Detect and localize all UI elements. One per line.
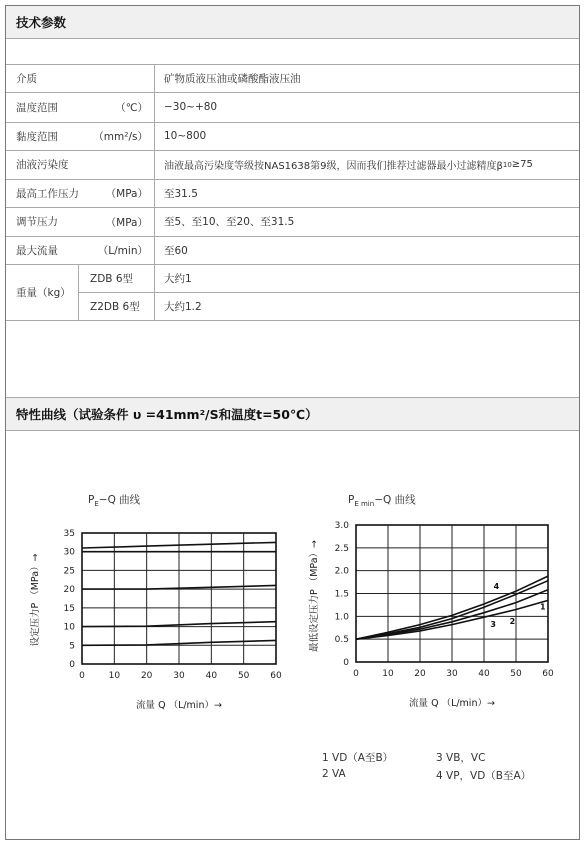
y-tick-label: 10 <box>63 622 75 633</box>
y-tick-label: 20 <box>63 585 75 596</box>
contamination-text: 油液最高污染度等级按NAS1638第9级，因而我们推荐过滤器最小过滤精度β <box>164 161 503 172</box>
y-tick-label: 0.5 <box>334 635 349 646</box>
param-label-max-flow: 最大流量 <box>16 244 58 257</box>
y-tick-label: 15 <box>63 603 75 614</box>
x-tick-label: 60 <box>270 671 282 681</box>
x-axis-label: 流量 Q （L/min）→ <box>136 700 222 711</box>
param-value-max-flow: 至60 <box>164 244 188 257</box>
legend-item-3: 3 VB，VC <box>436 752 486 764</box>
param-value-medium: 矿物质液压油或磷酸酯液压油 <box>164 72 301 85</box>
param-label-contamination: 油液污染度 <box>16 159 69 171</box>
tech-params-title: 技术参数 <box>16 15 67 30</box>
x-tick-label: 40 <box>478 669 490 679</box>
contamination-threshold: ≥75 <box>511 159 533 170</box>
x-tick-label: 10 <box>382 669 394 679</box>
param-value-temp: −30~+80 <box>164 101 218 113</box>
y-tick-label: 5 <box>69 641 75 652</box>
param-unit-max-flow: （L/min） <box>97 245 148 257</box>
curve-label-1: 1 <box>540 602 546 612</box>
x-tick-label: 20 <box>414 669 426 679</box>
legend-item-4: 4 VP，VD（B至A） <box>436 770 532 782</box>
param-value-adj-pressure: 至5、至10、至20、至31.5 <box>164 216 295 228</box>
x-tick-label: 0 <box>353 669 359 679</box>
x-tick-label: 0 <box>79 671 85 681</box>
weight-model-zdb6: ZDB 6型 <box>90 272 133 285</box>
param-label-max-pressure: 最高工作压力 <box>16 187 79 200</box>
chart1-title-main: P <box>88 494 95 506</box>
legend-item-1: 1 VD（A至B） <box>322 752 394 764</box>
param-unit-temp: （℃） <box>115 102 148 114</box>
x-tick-label: 40 <box>205 671 218 681</box>
curve-label-2: 2 <box>509 617 516 627</box>
curve-label-4: 4 <box>493 581 500 591</box>
param-label-viscosity: 黏度范围 <box>16 130 58 143</box>
y-tick-label: 35 <box>63 529 75 539</box>
y-axis-label: 最低设定压力P （MPa）→ <box>309 539 320 653</box>
x-tick-label: 50 <box>510 669 522 679</box>
param-label-weight: 重量（kg） <box>16 286 71 299</box>
param-unit-adj-pressure: （MPa） <box>105 217 148 229</box>
legend-item-2: 2 VA <box>322 768 346 780</box>
x-axis-label: 流量 Q （L/min）→ <box>409 698 495 709</box>
x-tick-label: 20 <box>140 671 153 681</box>
characteristics-title: 特性曲线（试验条件 υ =41mm²/S和温度t=50℃） <box>16 407 318 422</box>
x-tick-label: 50 <box>237 671 250 681</box>
y-tick-label: 1.0 <box>334 612 349 623</box>
x-tick-label: 60 <box>542 669 554 679</box>
chart2-title-rest: −Q 曲线 <box>374 494 416 506</box>
y-tick-label: 3.0 <box>334 521 349 531</box>
y-tick-label: 1.5 <box>334 589 349 600</box>
y-tick-label: 30 <box>63 547 75 558</box>
x-tick-label: 30 <box>446 669 458 679</box>
x-tick-label: 10 <box>108 671 121 681</box>
weight-value-z2db6: 大约1.2 <box>164 300 202 313</box>
contamination-subscript: 10 <box>502 160 512 169</box>
chart1-title-rest: −Q 曲线 <box>98 494 141 506</box>
param-value-max-pressure: 至31.5 <box>164 187 198 200</box>
weight-value-zdb6: 大约1 <box>164 272 192 285</box>
chart2-title-main: P <box>348 494 355 506</box>
weight-model-z2db6: Z2DB 6型 <box>90 300 140 313</box>
param-label-temp: 温度范围 <box>16 101 58 114</box>
y-tick-label: 2.5 <box>334 543 349 554</box>
param-label-medium: 介质 <box>16 72 37 85</box>
param-unit-viscosity: （mm²/s） <box>93 131 148 143</box>
y-tick-label: 2.0 <box>334 566 349 577</box>
y-axis-label: 设定压力P （MPa）→ <box>30 553 41 647</box>
y-tick-label: 25 <box>63 566 75 577</box>
x-tick-label: 30 <box>173 671 185 681</box>
param-value-viscosity: 10~800 <box>164 130 207 142</box>
param-unit-max-pressure: （MPa） <box>105 188 148 200</box>
curve-label-3: 3 <box>490 619 496 629</box>
chart1-title-sub: E <box>94 500 99 509</box>
chart2-title-sub: E min <box>354 500 375 509</box>
y-tick-label: 0 <box>343 658 349 668</box>
param-label-adj-pressure: 调节压力 <box>16 216 58 228</box>
y-tick-label: 0 <box>69 660 75 670</box>
